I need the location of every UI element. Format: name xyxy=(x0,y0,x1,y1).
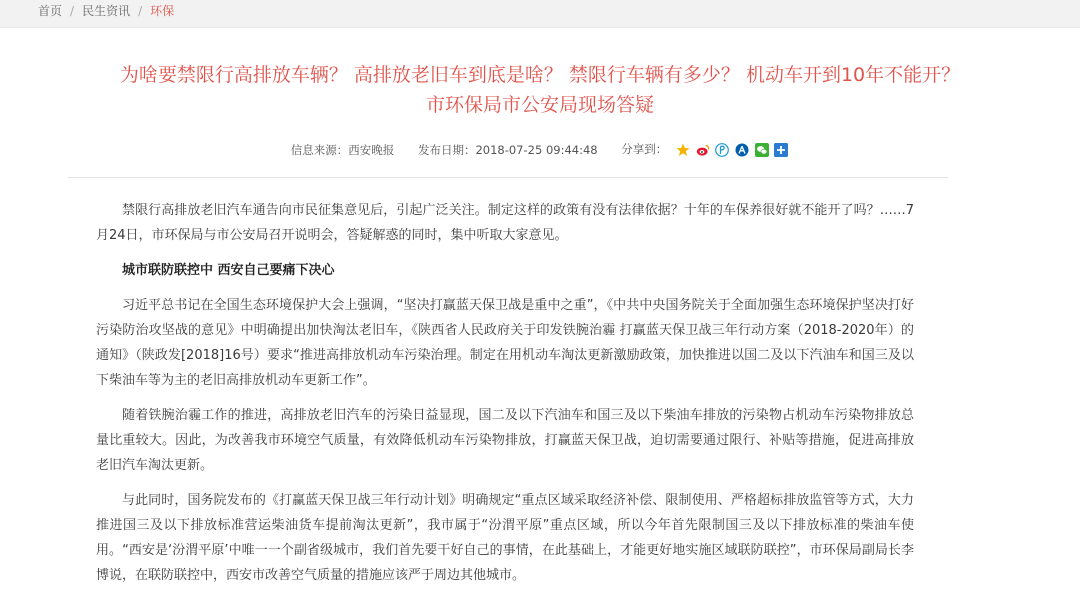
breadcrumb-current[interactable]: 环保 xyxy=(150,4,175,18)
article-source: 信息来源：西安晚报 xyxy=(290,142,395,157)
article-subheading: 城市联防联控中 西安自己要痛下决心 xyxy=(122,263,335,278)
header-divider xyxy=(68,177,948,178)
more-share-icon[interactable] xyxy=(774,143,788,157)
article-meta xyxy=(0,139,1080,160)
breadcrumb-bar xyxy=(0,0,1080,28)
article-paragraph: 与此同时，国务院发布的《打赢蓝天保卫战三年行动计划》明确规定“重点区域采取经济补偿、限制使用、严格超标排放监管等方式，大力推进国三及以下排放标准营运柴油货车提前淘汰更新”，我市属于“汾渭平原”重点区域，所以今年首先限制国三及以下排放标准的柴油车使用。“西安是‘汾渭平原’中唯一一个副省级城市，我们首先要干好自己的事情，在此基础上，才能更好地实施区域联防联控”，市环保局副局长李博说，在联防联控中，西安市改善空气质量的措施应该严于周边其他城市。 xyxy=(96,493,914,583)
article-body xyxy=(96,198,914,598)
weibo-icon[interactable] xyxy=(696,143,710,157)
share-bar xyxy=(621,139,789,160)
article-paragraph: 禁限行高排放老旧汽车通告向市民征集意见后，引起广泛关注。制定这样的政策有没有法律依据？十年的车保养很好就不能开了吗？……7月24日，市环保局与市公安局召开说明会，答疑解惑的同时，集中听取大家意见。 xyxy=(96,203,914,243)
wechat-icon[interactable] xyxy=(755,143,769,157)
breadcrumb-home-link[interactable]: 首页 xyxy=(38,4,63,18)
tencent-weibo-icon[interactable] xyxy=(715,143,729,157)
breadcrumb xyxy=(38,3,174,19)
share-icons xyxy=(675,140,789,160)
article-paragraph: 习近平总书记在全国生态环境保护大会上强调，“坚决打赢蓝天保卫战是重中之重”，《中共中央国务院关于全面加强生态环境保护坚决打好污染防治攻坚战的意见》中明确提出加快淘汰老旧车，《陕西省人民政府关于印发铁腕治霾 打赢蓝天保卫战三年行动方案（2018-2020年）的通知》（陕政发[2018]16号）要求“推进高排放机动车污染治理。制定在用机动车淘汰更新激励政策，加快推进以国二及以下汽油车和国三及以下柴油车等为主的老旧高排放机动车更新工作”。 xyxy=(96,298,914,388)
breadcrumb-category-link[interactable]: 民生资讯 xyxy=(82,4,131,18)
article-publish-date: 发布日期：2018-07-25 09:44:48 xyxy=(417,142,598,157)
article-title-line1: 为啥要禁限行高排放车辆？ 高排放老旧车到底是啥？ 禁限行车辆有多少？ 机动车开到10年不能开？ xyxy=(119,64,961,86)
qzone-star-icon[interactable] xyxy=(676,143,690,157)
renren-icon[interactable] xyxy=(735,143,749,157)
breadcrumb-separator: / xyxy=(138,4,143,18)
share-label: 分享到： xyxy=(621,142,668,157)
article-paragraph: 随着铁腕治霾工作的推进，高排放老旧汽车的污染日益显现，国二及以下汽油车和国三及以下柴油车排放的污染物占机动车污染物排放总量比重较大。因此，为改善我市环境空气质量，有效降低机动车污染物排放，打赢蓝天保卫战，迫切需要通过限行、补贴等措施，促进高排放老旧汽车淘汰更新。 xyxy=(96,408,914,473)
article-title xyxy=(0,60,1080,120)
article-title-line2: 市环保局市公安局现场答疑 xyxy=(425,94,654,116)
breadcrumb-separator: / xyxy=(70,4,75,18)
